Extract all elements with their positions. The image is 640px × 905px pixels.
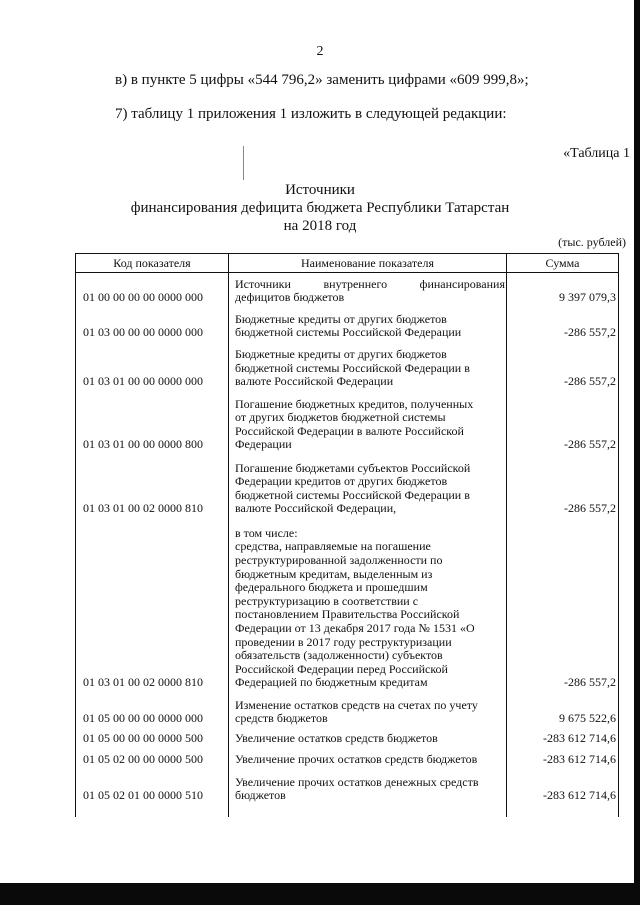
row-name: в том числе: средства, направляемые на погашение реструктурированной задолженности по бюджетным кредитам, выделенным из федерального бюджета и прошедшим реструктуризацию в соответствии с постановлением Правительства Российской Федерации от 13 декабря 2017 года № 1531 «О проведении в 2017 году реструктуризации обязательств (задолженности) субъектов Российской Федерации перед Российской Федерацией по бюджетным кредитам <box>235 525 475 690</box>
table-row <box>75 732 619 746</box>
row-name: Погашение бюджетами субъектов Российской Федерации кредитов от других бюджетов бюджетной системы Российской Федерации в валюте Российской Федерации, <box>235 460 471 516</box>
table-row <box>75 460 619 516</box>
table-row <box>75 312 619 340</box>
row-amount: -286 557,2 <box>564 374 616 389</box>
table-row <box>75 775 619 803</box>
row-code: 01 05 02 01 00 0000 510 <box>83 788 203 803</box>
row-code: 01 03 00 00 00 0000 000 <box>83 325 203 340</box>
edit-mark <box>243 146 244 180</box>
row-amount: -283 612 714,6 <box>543 788 616 803</box>
row-code: 01 00 00 00 00 0000 000 <box>83 290 203 305</box>
row-amount: -286 557,2 <box>564 325 616 340</box>
row-name: Погашение бюджетных кредитов, полученных от других бюджетов бюджетной системы Российской Федерации в валюте Российской Федерации <box>235 396 474 452</box>
table-row <box>75 526 619 690</box>
units-label: (тыс. рублей) <box>558 235 626 249</box>
scan-edge <box>634 0 640 905</box>
table-reference: «Таблица 1 <box>563 146 630 161</box>
row-code: 01 05 00 00 00 0000 000 <box>83 711 203 726</box>
row-code: 01 03 01 00 02 0000 810 <box>83 501 203 516</box>
header-code: Код показателя <box>75 253 228 273</box>
row-name: Источники внутреннего финансирования дефицитов бюджетов <box>235 276 505 305</box>
row-code: 01 05 00 00 00 0000 500 <box>83 731 203 746</box>
row-amount: -286 557,2 <box>564 675 616 690</box>
table-row <box>75 698 619 726</box>
row-amount: -286 557,2 <box>564 437 616 452</box>
row-amount: -283 612 714,6 <box>543 731 616 746</box>
title-line-2: финансирования дефицита бюджета Республики Татарстан <box>130 200 510 216</box>
header-sum: Сумма <box>506 253 619 273</box>
table-row <box>75 347 619 389</box>
paragraph-2: 7) таблицу 1 приложения 1 изложить в следующей редакции: <box>115 106 507 122</box>
title-line-3: на 2018 год <box>283 218 357 234</box>
row-name: Увеличение прочих остатков средств бюджетов <box>235 752 478 767</box>
row-amount: 9 397 079,3 <box>559 290 616 305</box>
row-code: 01 03 01 00 02 0000 810 <box>83 675 203 690</box>
table-row <box>75 277 619 305</box>
row-name: Увеличение прочих остатков денежных средств бюджетов <box>235 774 479 803</box>
table-header <box>75 253 619 273</box>
row-amount: -286 557,2 <box>564 501 616 516</box>
table-row <box>75 396 619 452</box>
row-code: 01 03 01 00 00 0000 000 <box>83 374 203 389</box>
title-line-1: Источники <box>285 182 355 198</box>
row-name: Увеличение остатков средств бюджетов <box>235 731 438 746</box>
paragraph-1: в) в пункте 5 цифры «544 796,2» заменить цифрами «609 999,8»; <box>115 72 529 88</box>
page-number: 2 <box>316 44 324 59</box>
row-amount: 9 675 522,6 <box>559 711 616 726</box>
row-name: Бюджетные кредиты от других бюджетов бюджетной системы Российской Федерации в валюте Российской Федерации <box>235 347 470 389</box>
row-name: Изменение остатков средств на счетах по учету средств бюджетов <box>235 697 478 726</box>
header-name: Наименование показателя <box>228 253 506 273</box>
row-code: 01 05 02 00 00 0000 500 <box>83 752 203 767</box>
scan-edge <box>0 883 640 905</box>
row-code: 01 03 01 00 00 0000 800 <box>83 437 203 452</box>
row-amount: -283 612 714,6 <box>543 752 616 767</box>
row-name: Бюджетные кредиты от других бюджетов бюджетной системы Российской Федерации <box>235 311 462 340</box>
table-row <box>75 753 619 767</box>
